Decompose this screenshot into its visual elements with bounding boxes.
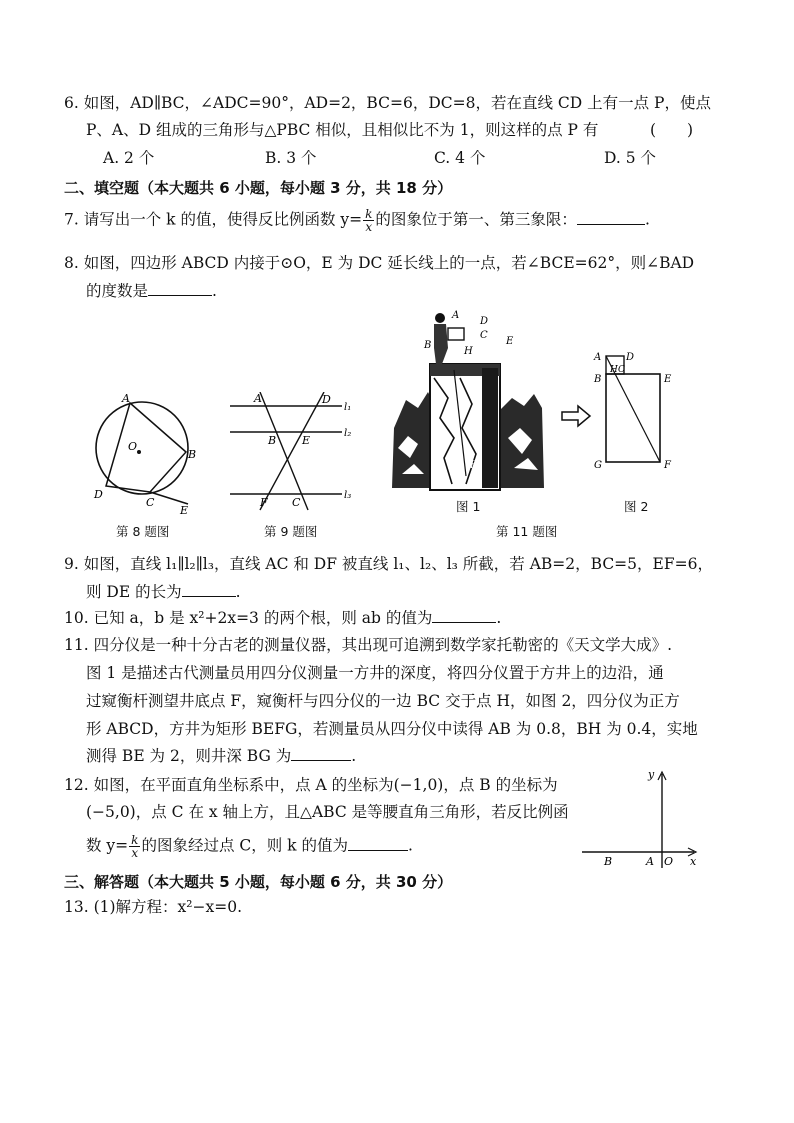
fig9-label-a: A [254, 392, 262, 405]
q9-answer-blank[interactable] [182, 582, 236, 597]
q12-frac-num: k [131, 833, 139, 847]
fig9-label-l3: l₃ [344, 490, 352, 501]
q6-option-c: C. 4 个 [434, 149, 486, 167]
q9-line2-text: 则 DE 的长为 [86, 583, 182, 601]
fig11b-caption: 图 2 [624, 499, 649, 514]
fig12-label-x: x [690, 855, 697, 868]
fig11a-surveyor-head [435, 313, 445, 323]
fig11a-label-f: F [470, 460, 477, 471]
fig11a-label-h: H [464, 346, 473, 357]
fig11a-label-c: C [480, 330, 488, 341]
fig8-label-a: A [122, 392, 130, 405]
fig9-label-d: D [322, 393, 331, 406]
fig8-center-point [137, 450, 141, 454]
q12-line3-pre: 数 y= [86, 836, 129, 855]
q6-line2 [86, 119, 598, 141]
fig12-label-y: y [648, 768, 655, 781]
section2-heading: 二、填空题（本大题共 6 小题，每小题 3 分，共 18 分） [64, 179, 453, 197]
fig8-quadrilateral [106, 403, 186, 492]
fig9-label-l1: l₁ [344, 402, 352, 413]
figure-9-parallel-lines-diagram [226, 392, 362, 516]
fig11b-label-f: F [664, 460, 671, 471]
figure-11-surveyor-illustration [388, 308, 548, 496]
q7-answer-blank[interactable] [577, 210, 645, 225]
fig11b-rectangle-befg [606, 374, 660, 462]
fig8-label-b: B [188, 448, 197, 461]
fig11b-label-c: C [618, 365, 625, 375]
q12-line1: 12. 如图，在平面直角坐标系中，点 A 的坐标为(−1,0)，点 B 的坐标为 [64, 776, 558, 794]
fig8-label-d: D [94, 488, 103, 501]
q7 [64, 208, 650, 233]
fig11b-label-e: E [664, 374, 672, 385]
q6-option-a: A. 2 个 [103, 149, 155, 167]
fig8-label-e: E [180, 504, 189, 516]
right-arrow-icon [560, 404, 592, 428]
fig12-label-b: B [604, 855, 613, 868]
fig11-caption: 第 11 题图 [496, 524, 558, 539]
q8-end: . [212, 282, 217, 300]
fig11a-label-e: E [506, 336, 514, 347]
fig11b-label-b: B [594, 374, 602, 385]
q11-line4: 形 ABCD，方井为矩形 BEFG，若测量员从四分仪中读得 AB 为 0.8，BH 为 0.4，实地 [86, 720, 698, 738]
q11-line2: 图 1 是描述古代测量员用四分仪测量一方井的深度，将四分仪置于方井上的边沿，通 [86, 664, 664, 682]
fig11b-label-g: G [594, 460, 602, 471]
q6-options [0, 147, 794, 169]
q10-answer-blank[interactable] [432, 608, 496, 623]
fig8-caption: 第 8 题图 [116, 524, 170, 539]
fig11b-label-a: A [594, 352, 602, 363]
section3-heading: 三、解答题（本大题共 5 小题，每小题 6 分，共 30 分） [64, 873, 453, 891]
q10-end: . [496, 609, 502, 627]
q10 [64, 607, 501, 629]
q12-fraction [129, 834, 140, 859]
q6-answer-paren: ( ) [650, 121, 694, 139]
fig9-label-b: B [268, 434, 277, 447]
q6-option-d: D. 5 个 [604, 149, 657, 167]
fig11a-label-g: G [452, 460, 460, 471]
q7-frac-den: x [365, 220, 373, 234]
fig11a-quadrant [448, 328, 464, 340]
q7-end: . [644, 210, 650, 229]
fig11a-label-b: B [424, 340, 432, 351]
q9-line2 [86, 581, 241, 603]
fig8-label-c: C [146, 496, 155, 509]
q9-line1: 9. 如图，直线 l₁∥l₂∥l₃，直线 AC 和 DF 被直线 l₁、l₂、l₃ 所截，若 AB=2，BC=5，EF=6， [64, 555, 713, 573]
fig8-extension-line [150, 492, 188, 504]
fig9-line-ac [260, 392, 311, 510]
fig11a-surveyor-body [434, 324, 448, 364]
q6-option-b: B. 3 个 [265, 149, 317, 167]
q8-answer-blank[interactable] [148, 281, 212, 296]
fig11a-label-d: D [480, 316, 489, 327]
fig12-label-a: A [646, 855, 654, 868]
q8-line2 [86, 280, 217, 302]
fig9-line-df [260, 392, 324, 510]
q6-line1: 6. 如图，AD∥BC，∠ADC=90°，AD=2，BC=6，DC=8，若在直线 CD 上有一点 P，使点 [64, 94, 711, 112]
q11-answer-blank[interactable] [291, 746, 351, 761]
q8-line2-text: 的度数是 [86, 282, 149, 300]
q12-end: . [408, 836, 413, 855]
fig9-caption: 第 9 题图 [264, 524, 318, 539]
fig8-circle [96, 402, 188, 494]
q7-post: 的图象位于第一、第三象限： [375, 210, 577, 229]
figure-11-diagram-2 [590, 346, 680, 476]
q12-line3-post: 的图象经过点 C，则 k 的值为 [141, 836, 348, 855]
q7-frac-num: k [365, 207, 373, 221]
q11-line1: 11. 四分仪是一种十分古老的测量仪器，其出现可追溯到数学家托勒密的《天文学大成》. [64, 636, 673, 654]
fig11b-label-h: H [610, 365, 618, 375]
q11-end: . [351, 747, 357, 765]
q9-end: . [235, 583, 241, 601]
q11-line5-text: 测得 BE 为 2，则井深 BG 为 [86, 747, 292, 765]
figure-12-coordinate-axes [578, 768, 702, 872]
fig11a-caption: 图 1 [456, 499, 481, 514]
fig9-label-l2: l₂ [344, 428, 352, 439]
q12-line2: (−5,0)，点 C 在 x 轴上方，且△ABC 是等腰直角三角形，若反比例函 [86, 803, 569, 821]
fig9-label-f: F [260, 496, 268, 509]
q7-pre: 7. 请写出一个 k 的值，使得反比例函数 y= [64, 210, 363, 229]
q11-line5 [86, 745, 356, 767]
fig9-label-c: C [292, 496, 301, 509]
fig8-label-o: O [128, 440, 138, 453]
q12-line3 [86, 834, 413, 859]
fig11a-label-a: A [452, 310, 460, 321]
q10-text: 10. 已知 a，b 是 x²+2x=3 的两个根，则 ab 的值为 [64, 609, 433, 627]
figure-8-circle-diagram [84, 392, 210, 516]
fig12-label-o: O [664, 855, 674, 868]
fig11b-label-d: D [626, 352, 635, 363]
q12-answer-blank[interactable] [348, 836, 408, 851]
q11-line3: 过窥衡杆测望井底点 F，窥衡杆与四分仪的一边 BC 交于点 H，如图 2，四分仪为正方 [86, 692, 680, 710]
q13-part1: 13. (1)解方程：x²−x=0. [64, 898, 242, 916]
fig11a-well-shadow [482, 368, 498, 488]
fig9-label-e: E [302, 434, 311, 447]
q6-line2-text: P、A、D 组成的三角形与△PBC 相似，且相似比不为 1，则这样的点 P 有 [86, 121, 599, 139]
q12-frac-den: x [131, 846, 139, 860]
q8-line1: 8. 如图，四边形 ABCD 内接于⊙O，E 为 DC 延长线上的一点，若∠BCE=62°，则∠BAD [64, 254, 695, 272]
q7-fraction [363, 208, 374, 233]
